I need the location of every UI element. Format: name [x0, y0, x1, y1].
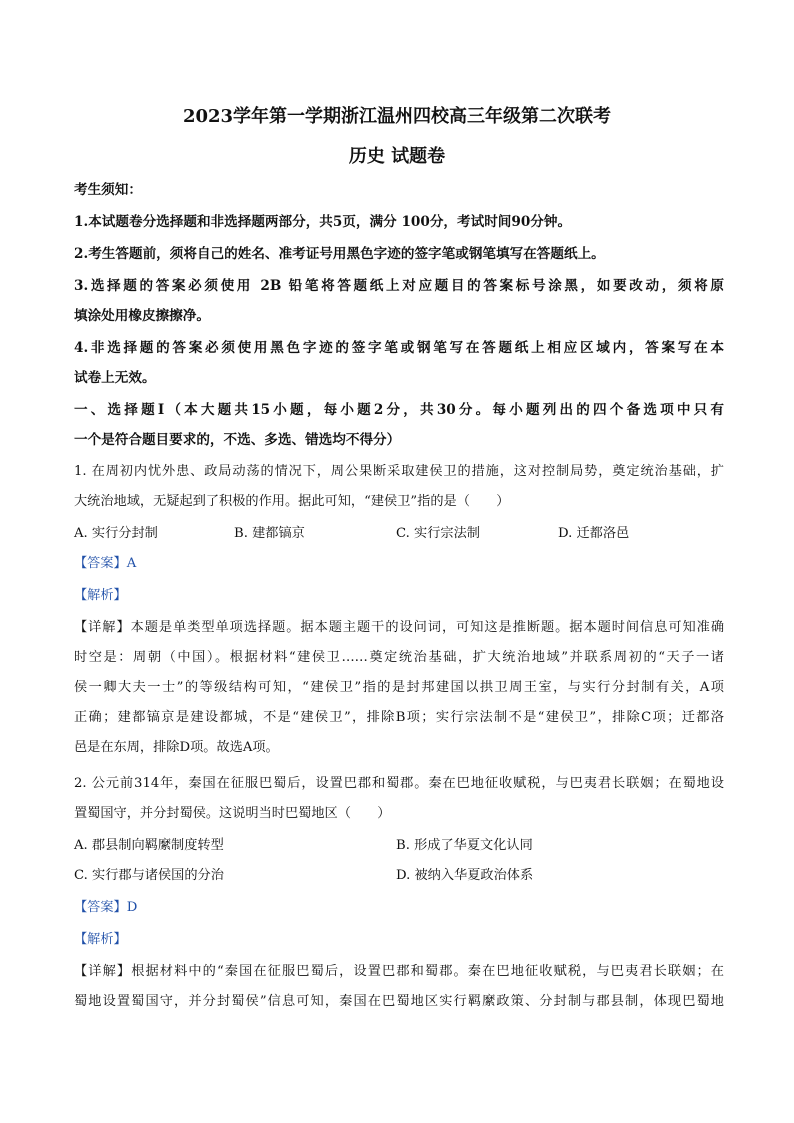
q2-detail-text-1: 根据材料中的“秦国在征服巴蜀后，设置巴郡和蜀郡。秦在巴地征收赋税，与巴夷君长联姻；在 — [131, 964, 724, 979]
q1-stem-line-1: 1. 在周初内忧外患、政局动荡的情况下，周公果断采取建侯卫的措施，这对控制局势，奠定统治基础，扩 — [74, 464, 724, 479]
q2-option-a: A. 郡县制向羁縻制度转型 — [74, 838, 224, 853]
q1-answer-value: A — [126, 556, 137, 571]
q1-option-b: B. 建都镐京 — [234, 526, 305, 541]
notice-heading: 考生须知： — [74, 182, 142, 198]
q2-analysis-label: 【解析】 — [74, 932, 127, 947]
q1-stem-line-2: 大统治地域，无疑起到了积极的作用。据此可知，“建侯卫”指的是（ ） — [74, 494, 510, 509]
q2-answer — [74, 898, 724, 918]
q1-option-c: C. 实行宗法制 — [396, 526, 480, 541]
q1-detail-line-3: 侯一卿大夫一士”的等级结构可知，“建侯卫”指的是封邦建国以拱卫周王室，与实行分封制有关，A项 — [74, 680, 724, 695]
q1-detail-line-2: 时空是：周朝（中国）。根据材料“建侯卫……奠定统治基础，扩大统治地域”并联系周初的“天子一诸 — [74, 650, 724, 665]
exam-title: 2023学年第一学期浙江温州四校高三年级第二次联考 — [182, 106, 612, 127]
q2-option-b: B. 形成了华夏文化认同 — [396, 838, 533, 853]
q2-option-c: C. 实行郡与诸侯国的分治 — [74, 868, 224, 883]
exam-subtitle: 历史 试题卷 — [348, 146, 446, 167]
q1-detail-line-1 — [74, 618, 724, 638]
notice-item-2: 2.考生答题前，须将自己的姓名、准考证号用黑色字迹的签字笔或钢笔填写在答题纸上。 — [74, 246, 605, 262]
q1-detail-line-4: 正确；建都镐京是建设都城，不是“建侯卫”，排除B项；实行宗法制不是“建侯卫”，排除C项；迁都洛 — [74, 710, 724, 725]
section-1-heading-line-1: 一、选择题Ⅰ（本大题共15小题，每小题2分，共30分。每小题列出的四个备选项中只有 — [74, 402, 724, 418]
q2-answer-value: D — [126, 900, 138, 915]
notice-item-4-line-1: 4.非选择题的答案必须使用黑色字迹的签字笔或钢笔写在答题纸上相应区域内，答案写在本 — [74, 340, 724, 356]
q2-detail-line-2: 蜀地设置蜀国守，并分封蜀侯”信息可知，秦国在巴蜀地区实行羁縻政策、分封制与郡县制，体现巴蜀地 — [74, 994, 724, 1009]
notice-item-3-line-2: 填涂处用橡皮擦擦净。 — [74, 308, 210, 324]
q1-option-a: A. 实行分封制 — [74, 526, 158, 541]
answer-label: 【答案】 — [74, 556, 127, 571]
q1-option-d: D. 迁都洛邑 — [558, 526, 630, 541]
notice-item-1: 1.本试题卷分选择题和非选择题两部分，共5页，满分 100分，考试时间90分钟。 — [74, 214, 572, 230]
q2-stem-line-2: 置蜀国守，并分封蜀侯。这说明当时巴蜀地区（ ） — [74, 806, 391, 821]
detail-label: 【详解】 — [74, 620, 131, 635]
answer-label: 【答案】 — [74, 900, 127, 915]
q1-answer — [74, 554, 724, 574]
detail-label: 【详解】 — [74, 964, 132, 979]
q1-analysis-label: 【解析】 — [74, 588, 127, 603]
q1-detail-line-5: 邑是在东周，排除D项。故选A项。 — [74, 740, 279, 755]
q1-detail-text-1: 本题是单类型单项选择题。据本题主题干的设问词，可知这是推断题。据本题时间信息可知准确 — [130, 620, 724, 635]
q2-stem-line-1: 2. 公元前314年，秦国在征服巴蜀后，设置巴郡和蜀郡。秦在巴地征收赋税，与巴夷君长联姻；在蜀地设 — [74, 776, 724, 791]
q2-detail-line-1 — [74, 962, 724, 982]
q2-option-d: D. 被纳入华夏政治体系 — [396, 868, 534, 883]
notice-item-3-line-1: 3.选择题的答案必须使用 2B 铅笔将答题纸上对应题目的答案标号涂黑，如要改动，须将原 — [74, 278, 724, 294]
section-1-heading-line-2: 一个是符合题目要求的，不选、多选、错选均不得分） — [74, 432, 401, 448]
notice-item-4-line-2: 试卷上无效。 — [74, 370, 156, 386]
